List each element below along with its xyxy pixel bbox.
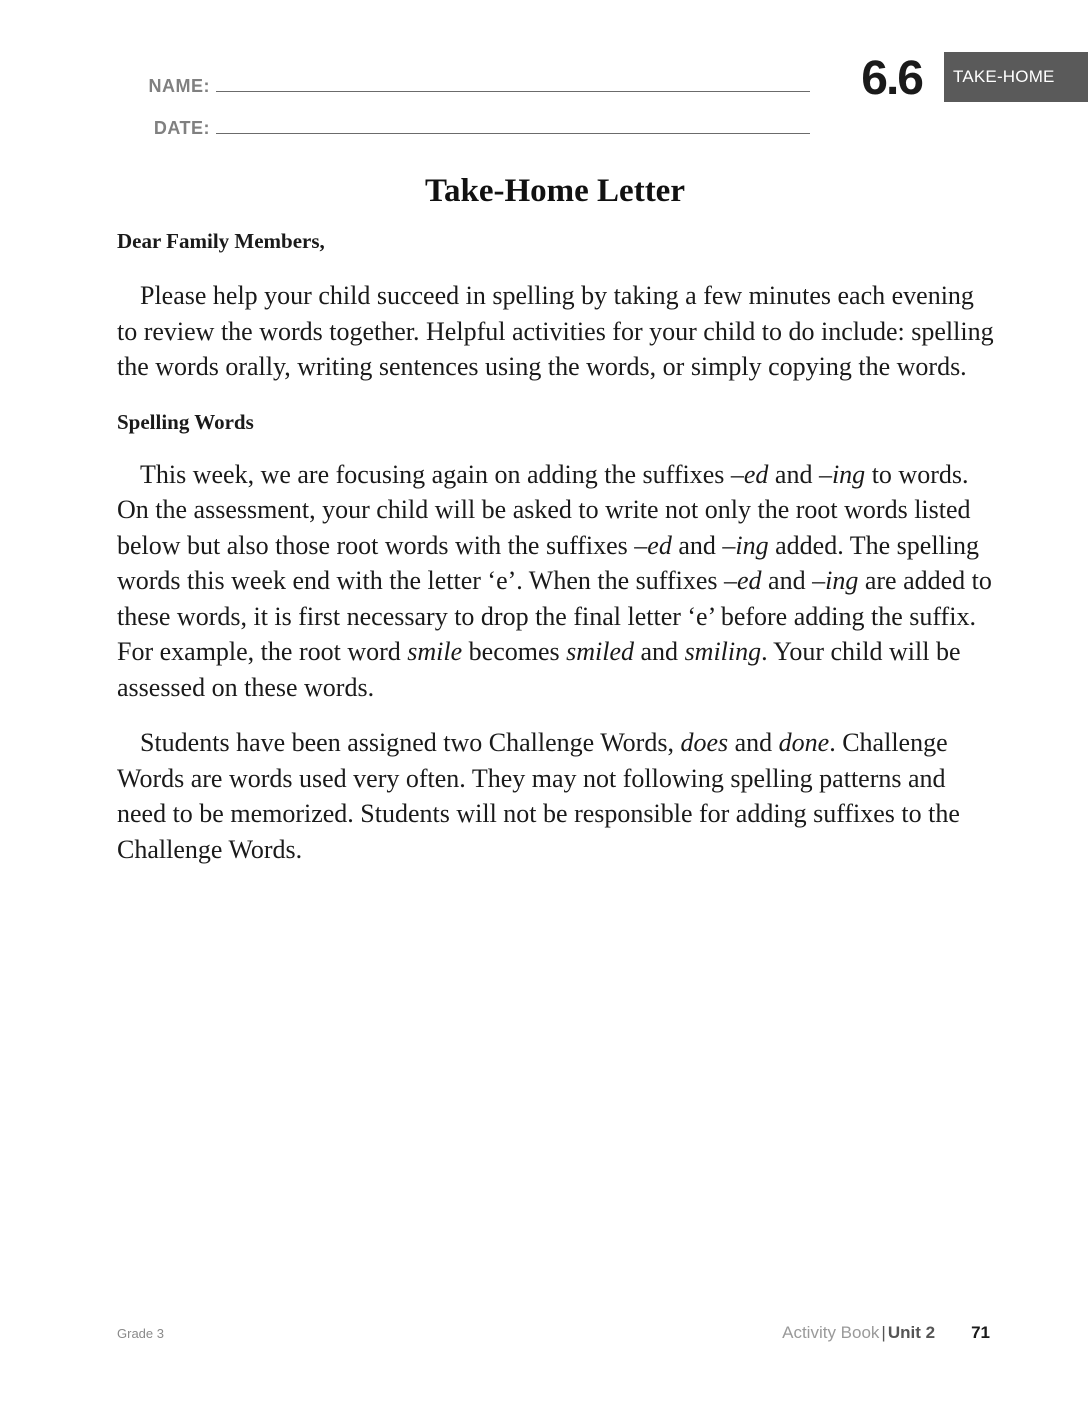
challenge-word: does [680,728,729,757]
suffix-ing: –ing [812,566,859,595]
lesson-number: 6.6 [861,52,922,105]
page-title: Take-Home Letter [425,173,685,209]
date-write-line[interactable] [216,133,810,134]
example-ed-word: smiled [566,637,635,666]
section-tab: TAKE-HOME [944,52,1088,102]
suffix-ing: –ing [818,459,866,489]
footer-unit: Unit 2 [887,1323,936,1342]
spelling-words-heading: Spelling Words [117,409,254,434]
name-write-line[interactable] [216,91,810,92]
spelling-paragraph: This week, we are focusing again on adding the suffixes –ed and –ing to words. On the assessment, your child will be asked to write not only the root words listed below but also those root words with the suffixes –ed and –ing added. The spelling words this week end with the letter ‘e’. When the suffixes –ed and –ing are added to these words, it is first necessary to drop the final letter ‘e’ before adding the suffix. For example, the root word smile becomes smiled and smiling. Your child will be assessed on these words. [117,459,992,702]
challenge-word: done [778,728,830,757]
suffix-ed: –ed [724,566,762,595]
salutation: Dear Family Members, [117,229,325,253]
challenge-words-paragraph: Students have been assigned two Challenge Words, does and done. Challenge Words are words used very often. They may not following spelling patterns and need to be memorized. Students will not be responsible for adding suffixes to the Challenge Words. [117,728,960,864]
date-label: DATE: [153,118,210,138]
suffix-ed: –ed [634,530,672,560]
suffix-ing: –ing [722,530,769,560]
example-root-word: smile [407,637,463,666]
footer-book-info [782,1322,990,1344]
footer-separator: | [881,1323,886,1342]
page-number: 71 [971,1323,990,1342]
name-label: NAME: [148,76,210,96]
footer-grade: Grade 3 [117,1326,164,1341]
name-field[interactable] [0,66,810,96]
letter-body [117,226,995,867]
example-ing-word: smiling [684,637,762,666]
suffix-ed: –ed [730,459,769,489]
date-field[interactable] [0,108,810,138]
footer-book-title: Activity Book [782,1323,880,1342]
intro-paragraph: Please help your child succeed in spelling by taking a few minutes each evening to review the words together. Helpful activities for your child to do include: spelling the words orally, writing sentences using the words, or simply copying the words. [117,281,994,381]
